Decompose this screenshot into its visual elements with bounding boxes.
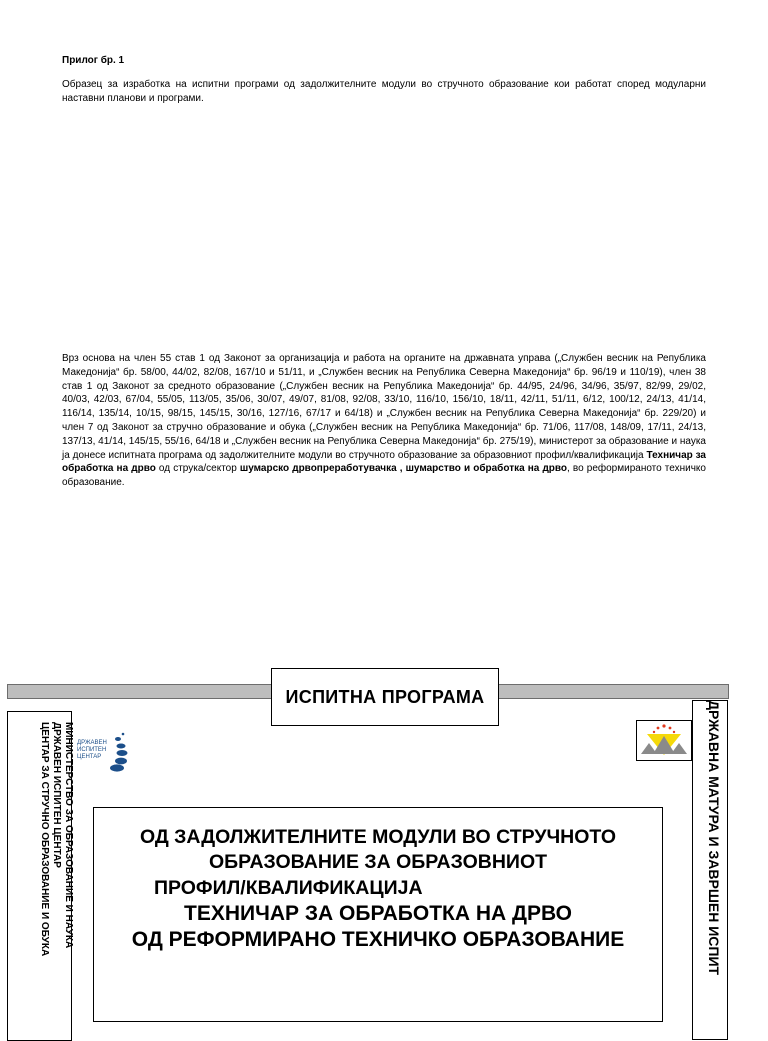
state-matura-vertical-text: ДРЖАВНА МАТУРА И ЗАВРШЕН ИСПИТ [706, 700, 722, 976]
logo-text-line1: ДРЖАВЕН [77, 740, 107, 746]
matura-emblem-icon [637, 721, 691, 760]
logo-swirl-icon [77, 730, 133, 774]
legal-text-3: , во реформираното техничко образование. [62, 463, 706, 489]
legal-text-2: од струка/сектор [155, 463, 240, 475]
exam-program-title: ИСПИТНА ПРОГРАМА [271, 668, 499, 726]
program-title-box [93, 807, 663, 1022]
exam-center-label: ДРЖАВЕН ИСПИТЕН ЦЕНТАР [51, 722, 62, 868]
program-title-line5: ОД РЕФОРМИРАНО ТЕХНИЧКО ОБРАЗОВАНИЕ [131, 928, 625, 951]
legal-basis-paragraph [62, 352, 706, 490]
sector-name: шумарско дрвопреработувачка , шумарство и обработка на дрво [239, 463, 568, 475]
program-title-line4: ТЕХНИЧАР ЗА ОБРАБОТКА НА ДРВО [184, 902, 572, 925]
logo-text-line2: ИСПИТЕН [77, 747, 107, 753]
institutions-vertical-text [30, 722, 74, 972]
vocational-center-label: ЦЕНТАР ЗА СТРУЧНО ОБРАЗОВАНИЕ И ОБУКА [39, 722, 50, 957]
program-title-line3: ПРОФИЛ/КВАЛИФИКАЦИЈА [154, 877, 423, 899]
program-title-line1: ОД ЗАДОЛЖИТЕЛНИТЕ МОДУЛИ ВО СТРУЧНОТО [139, 826, 617, 848]
intro-paragraph: Образец за изработка на испитни програми од задолжителните модули во стручното образование кои работат според модуларни наставни планови и програми. [62, 79, 706, 104]
logo-text-line3: ЦЕНТАР [77, 754, 102, 760]
exam-center-logo [77, 730, 133, 774]
program-title-line2: ОБРАЗОВАНИЕ ЗА ОБРАЗОВНИОТ [208, 851, 548, 873]
annex-label: Прилог бр. 1 [62, 55, 125, 66]
state-matura-logo [636, 720, 692, 761]
ministry-label: МИНИСТЕРСТВО ЗА ОБРАЗОВАНИЕ И НАУКА [63, 722, 74, 949]
legal-text-1: Врз основа на член 55 став 1 од Законот за организација и работа на органите на државната управа („Службен весник на Република Македонија“ бр. 58/00, 44/02, 82/08, 167/10 и 51/11, и „Службен весник на Република Северна Македонија“ бр. 96/19 и 110/19), член 38 став 1 од Законот за средното образование („Службен весник на Република Македонија“ бр. 44/95, 24/96, 34/96, 35/97, 82/99, 29/02, 40/03, 42/03, 67/04, 55/05, 113/05, 35/06, 30/07, 49/07, 81/08, 92/08, 33/10, 116/10, 156/10, 18/11, 42/11, 51/11, 6/12, 100/12, 24/13, 41/14, 116/14, 135/14, 10/15, 98/15, 145/15, 30/16, 127/16, 67/17 и 64/18) и „Службен весник на Република Северна Македонија“ бр. 229/20) и член 7 од Законот за стручно образование и обука („Службен весник на Република Македонија“ бр. 71/06, 117/08, 148/09, 17/11, 24/13, 137/13, 41/14, 145/15, 55/16, 64/18 и „Службен весник на Република Северна Македонија“ бр. 275/19), министерот за образование и наука ја донесе испитната програма од задолжителните модули во стручното образование за образовниот профил/квалификација [62, 353, 706, 461]
profile-name: Техничар за обработка на дрво [62, 449, 706, 475]
